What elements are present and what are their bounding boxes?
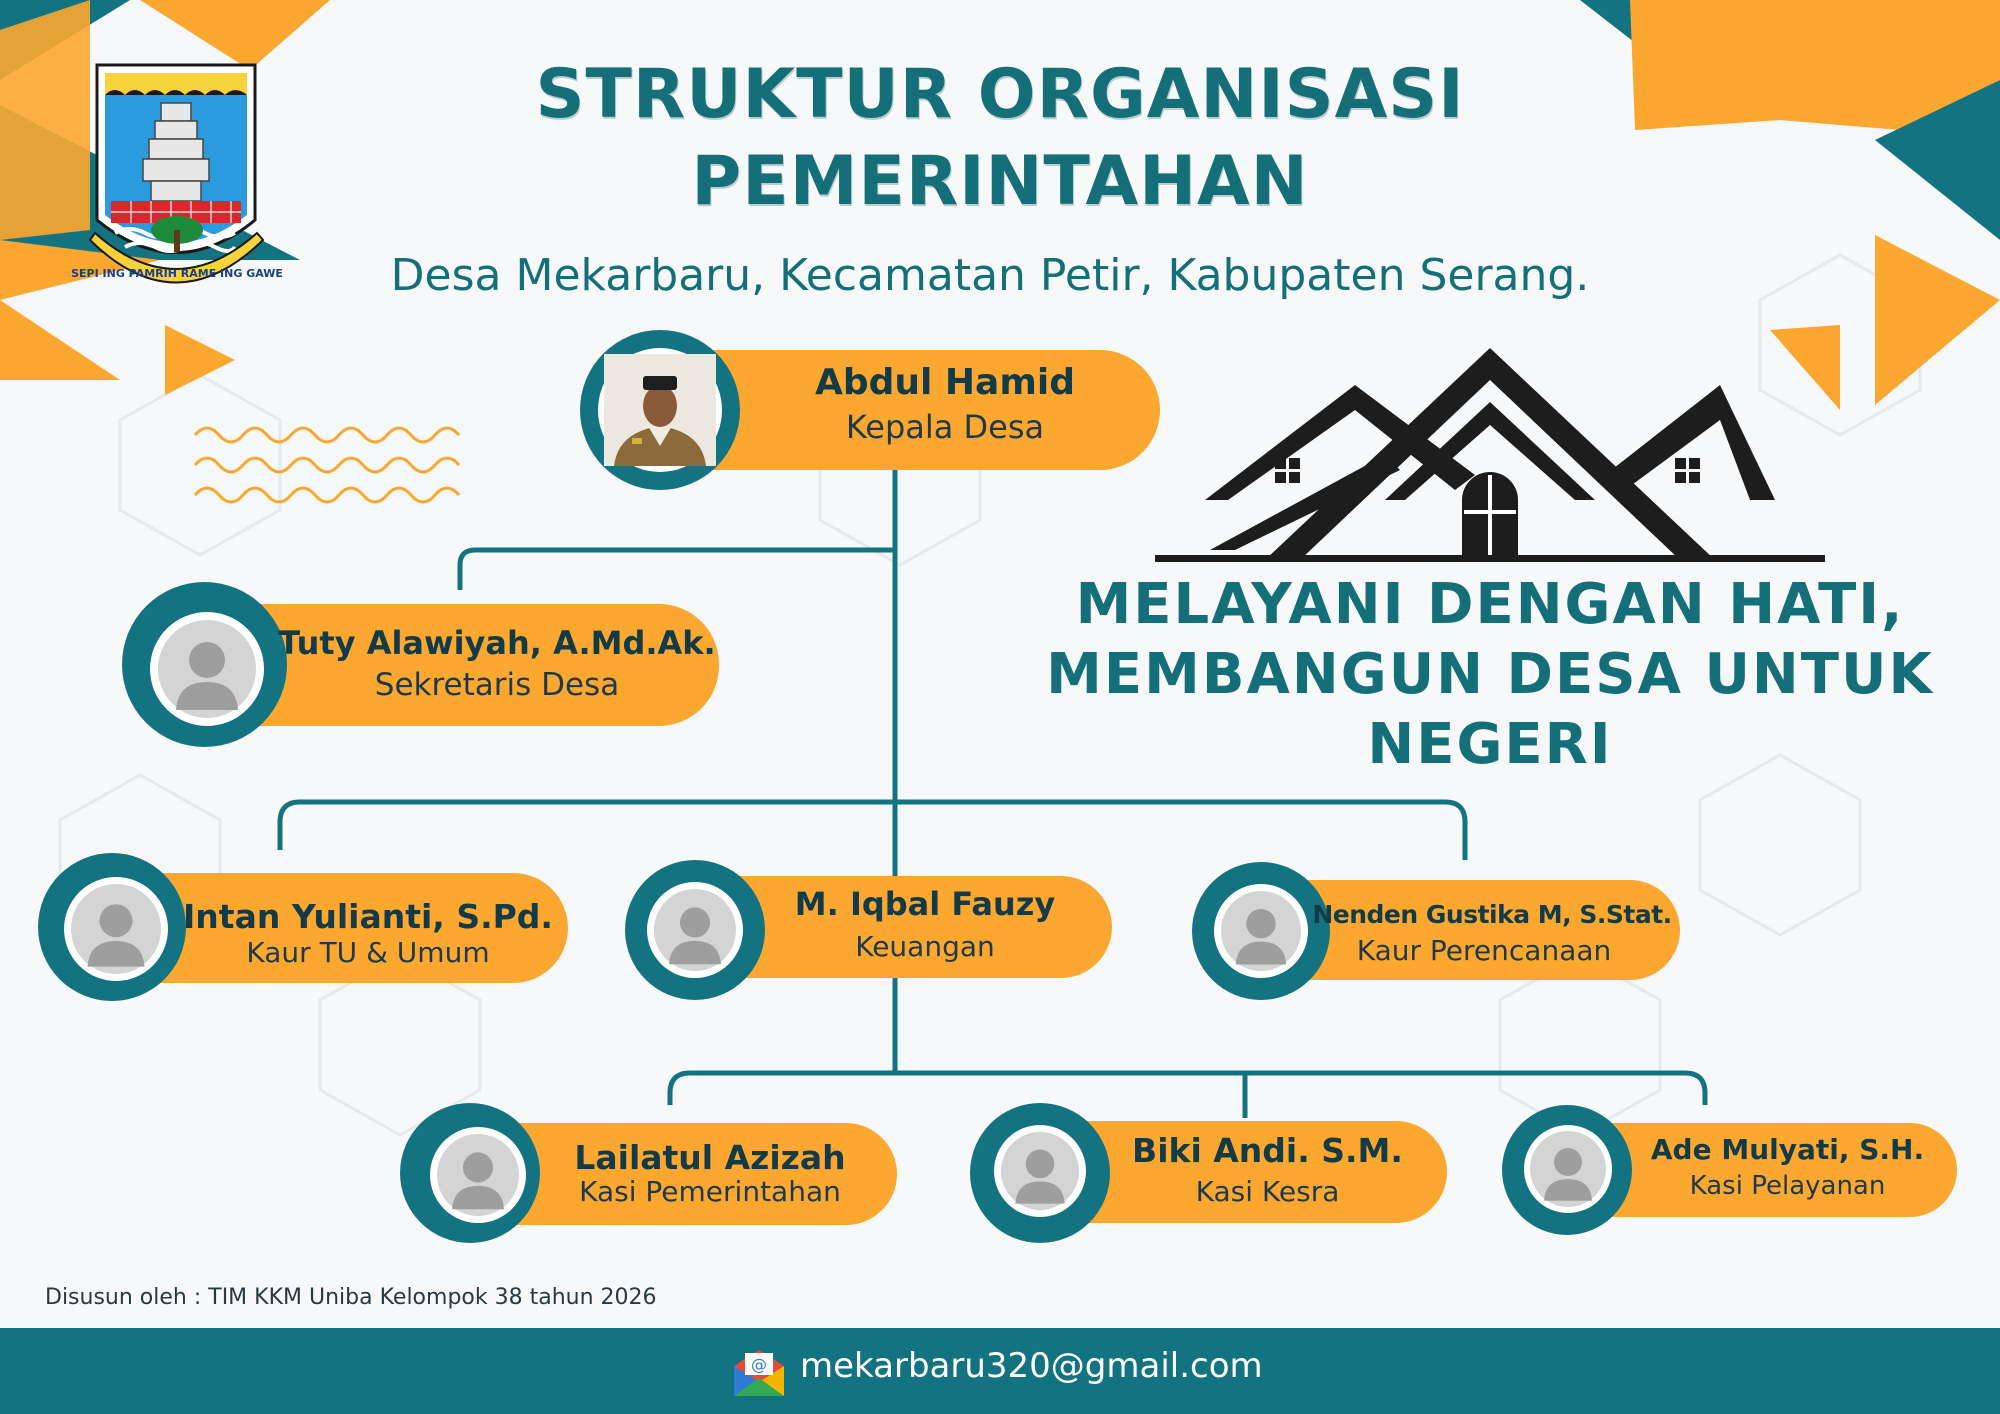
user-placeholder-icon xyxy=(71,884,161,974)
member-role: Kepala Desa xyxy=(845,408,1045,446)
member-name: Biki Andi. S.M. xyxy=(1132,1131,1403,1170)
page-title-line1: STRUKTUR ORGANISASI xyxy=(535,55,1465,134)
member-name: Intan Yulianti, S.Pd. xyxy=(183,897,553,936)
card-kepala-desa xyxy=(580,330,1180,490)
page-subtitle: Desa Mekarbaru, Kecamatan Petir, Kabupaten Serang. xyxy=(390,250,1590,301)
emblem-motto: SEPI ING PAMRIH RAME ING GAWE xyxy=(71,267,283,280)
member-role: Kasi Pemerintahan xyxy=(579,1175,841,1208)
footer-bar xyxy=(0,1328,2000,1414)
member-role: Kaur TU & Umum xyxy=(246,936,490,969)
mail-icon xyxy=(732,1348,786,1398)
card-sekretaris-desa xyxy=(122,582,722,747)
member-role: Kaur Perencanaan xyxy=(1356,934,1612,967)
user-placeholder-icon xyxy=(654,889,736,971)
card-kaur-tu-umum xyxy=(38,853,570,1001)
house-roof-icon xyxy=(1150,340,1830,565)
user-placeholder-icon xyxy=(1221,891,1301,971)
avatar-placeholder xyxy=(64,877,168,981)
member-role: Kasi Pelayanan xyxy=(1689,1171,1886,1201)
member-name: M. Iqbal Fauzy xyxy=(794,885,1056,923)
member-role: Keuangan xyxy=(855,930,995,963)
card-kasi-pemerintahan xyxy=(400,1103,900,1243)
page-title-line2: PEMERINTAHAN xyxy=(691,142,1309,221)
avatar-abdul-hamid xyxy=(598,348,722,472)
card-kasi-pelayanan xyxy=(1502,1105,1960,1235)
member-name: Lailatul Azizah xyxy=(574,1138,846,1177)
member-name: Nenden Gustika M, S.Stat. xyxy=(1312,900,1672,929)
member-role: Sekretaris Desa xyxy=(374,667,620,703)
card-kasi-kesra xyxy=(970,1103,1450,1243)
contact-email[interactable]: mekarbaru320@gmail.com xyxy=(800,1346,1263,1386)
avatar-placeholder xyxy=(647,882,743,978)
avatar-placeholder xyxy=(150,612,264,726)
user-placeholder-icon xyxy=(158,620,256,718)
member-name: Ade Mulyati, S.H. xyxy=(1650,1133,1925,1166)
kabupaten-serang-emblem xyxy=(71,55,283,295)
slogan-line3: NEGERI xyxy=(1367,712,1613,777)
member-role: Kasi Kesra xyxy=(1195,1175,1340,1208)
user-placeholder-icon xyxy=(437,1134,519,1216)
person-photo-icon xyxy=(604,354,716,466)
credit-text: Disusun oleh : TIM KKM Uniba Kelompok 38 tahun 2026 xyxy=(45,1285,657,1310)
avatar-placeholder xyxy=(1524,1125,1612,1213)
avatar-placeholder xyxy=(994,1125,1086,1217)
member-name: Tuty Alawiyah, A.Md.Ak. xyxy=(278,624,716,662)
card-kaur-perencanaan xyxy=(1192,862,1682,1000)
slogan xyxy=(1040,570,1940,780)
svg-text:@: @ xyxy=(751,1355,767,1374)
slogan-line1: MELAYANI DENGAN HATI, xyxy=(1075,572,1905,637)
user-placeholder-icon xyxy=(1530,1131,1606,1207)
card-keuangan xyxy=(625,860,1115,1000)
avatar-placeholder xyxy=(1214,884,1308,978)
slogan-line2: MEMBANGUN DESA UNTUK xyxy=(1046,642,1934,707)
avatar-placeholder xyxy=(430,1127,526,1223)
member-name: Abdul Hamid xyxy=(815,362,1075,403)
user-placeholder-icon xyxy=(1001,1132,1079,1210)
